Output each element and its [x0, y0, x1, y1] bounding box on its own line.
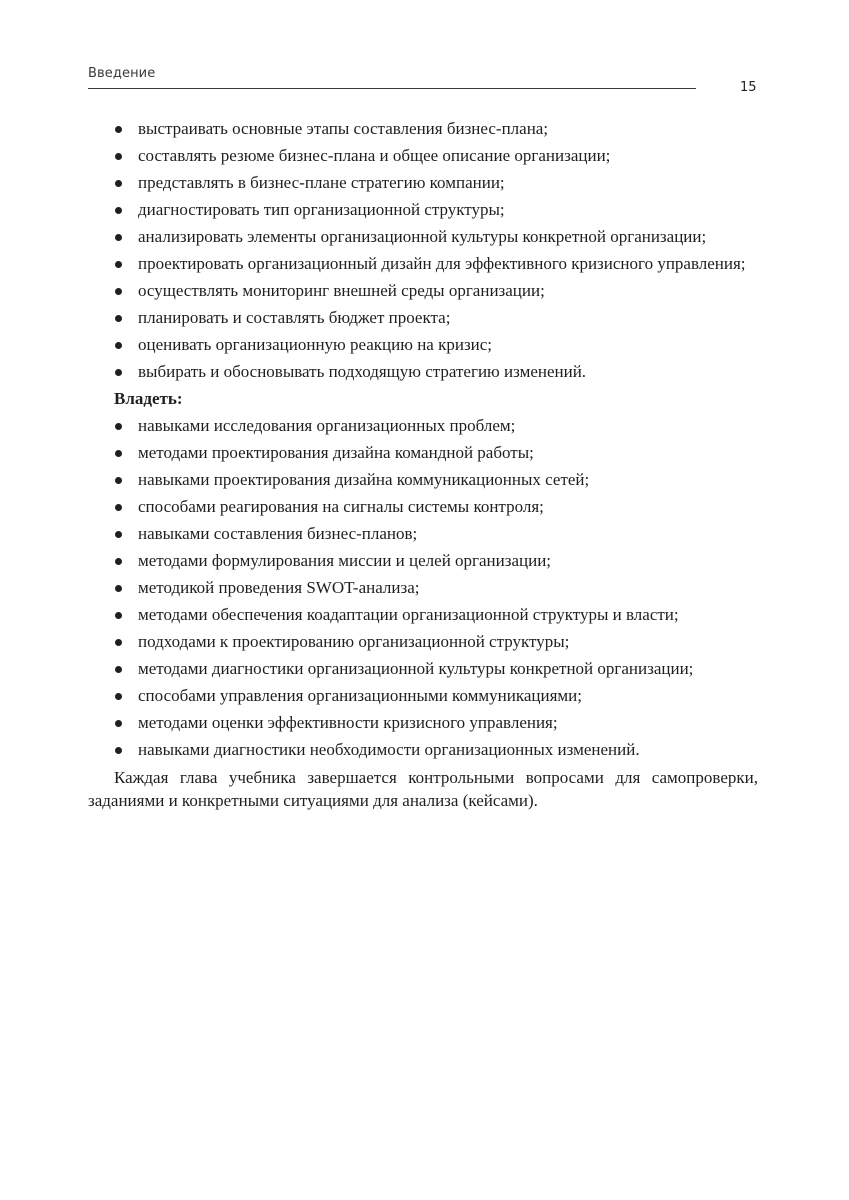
list-item: выбирать и обосновывать подходящую стратегию изменений. — [88, 361, 758, 384]
list-item: навыками исследования организационных проблем; — [88, 415, 758, 438]
list-item: анализировать элементы организационной культуры конкретной организации; — [88, 226, 758, 249]
competencies-list — [88, 415, 758, 762]
list-item: методами формулирования миссии и целей организации; — [88, 550, 758, 573]
skills-list — [88, 118, 758, 384]
list-item: планировать и составлять бюджет проекта; — [88, 307, 758, 330]
page-number: 15 — [740, 80, 757, 95]
list-item: выстраивать основные этапы составления бизнес-плана; — [88, 118, 758, 141]
list-item: навыками проектирования дизайна коммуникационных сетей; — [88, 469, 758, 492]
list-item: представлять в бизнес-плане стратегию компании; — [88, 172, 758, 195]
list-item: оценивать организационную реакцию на кризис; — [88, 334, 758, 357]
list-item: составлять резюме бизнес-плана и общее описание организации; — [88, 145, 758, 168]
list-item: методикой проведения SWOT-анализа; — [88, 577, 758, 600]
list-item: способами реагирования на сигналы системы контроля; — [88, 496, 758, 519]
list-item: диагностировать тип организационной структуры; — [88, 199, 758, 222]
running-head-section-title: Введение — [88, 66, 156, 81]
list-item: навыками диагностики необходимости организационных изменений. — [88, 739, 758, 762]
list-item: методами оценки эффективности кризисного управления; — [88, 712, 758, 735]
section-subheading: Владеть: — [114, 389, 183, 408]
list-item: методами диагностики организационной культуры конкретной организации; — [88, 658, 758, 681]
list-item: методами проектирования дизайна командной работы; — [88, 442, 758, 465]
list-item: навыками составления бизнес-планов; — [88, 523, 758, 546]
list-item: способами управления организационными коммуникациями; — [88, 685, 758, 708]
header-rule — [88, 88, 696, 89]
list-item: методами обеспечения коадаптации организационной структуры и власти; — [88, 604, 758, 627]
list-item: проектировать организационный дизайн для эффективного кризисного управления; — [88, 253, 758, 276]
closing-paragraph: Каждая глава учебника завершается контрольными вопросами для самопроверки, заданиями и конкретными ситуациями для анализа (кейсами). — [88, 768, 758, 810]
page-body — [88, 118, 758, 812]
list-item: подходами к проектированию организационной структуры; — [88, 631, 758, 654]
list-item: осуществлять мониторинг внешней среды организации; — [88, 280, 758, 303]
